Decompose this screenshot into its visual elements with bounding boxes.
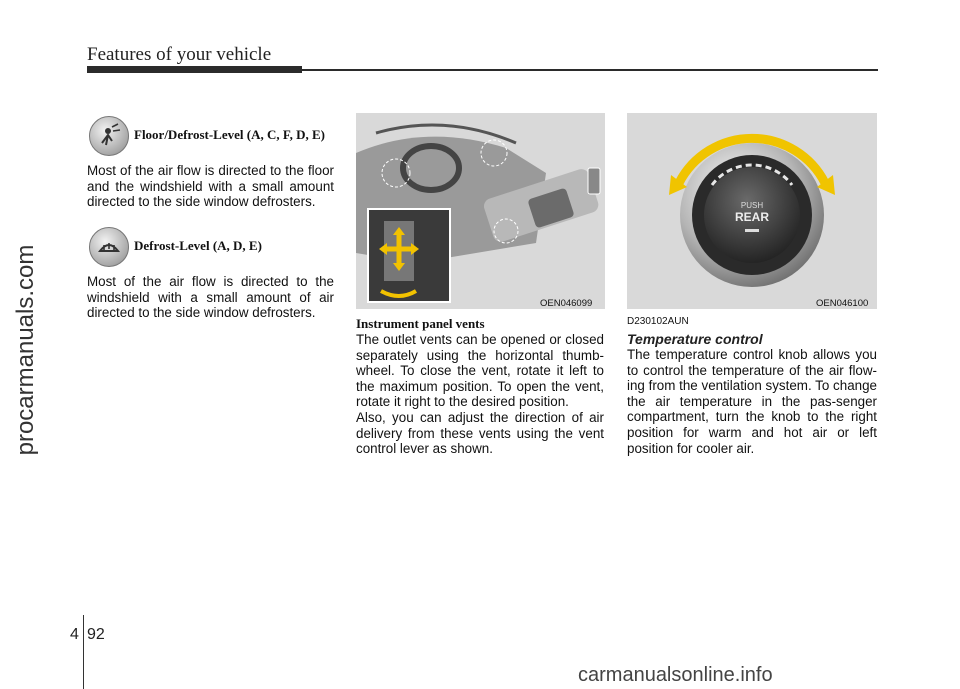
vents-para-2: Also, you can adjust the direction of air delivery from these vents using the vent control lever as shown.: [356, 410, 604, 457]
footer-divider: [83, 615, 84, 689]
defrost-label: Defrost-Level (A, D, E): [134, 238, 262, 253]
instrument-panel-vents-figure: [356, 113, 605, 309]
bottom-watermark: carmanualsonline.info: [578, 664, 773, 686]
defrost-text: Most of the air flow is directed to the windshield with a small amount of air directed to the side window defrosters.: [87, 274, 334, 321]
header-bar: [87, 66, 302, 73]
floor-defrost-icon: [89, 116, 129, 156]
knob-push-text: PUSH: [740, 201, 764, 210]
floor-defrost-label: Floor/Defrost-Level (A, C, F, D, E): [134, 127, 325, 142]
section-code: D230102AUN: [627, 316, 689, 327]
temperature-para: The temperature control knob allows you to control the temperature of the air flow-ing from the ventilation system. To change the air temperature in the pas-senger compartment, turn the knob to the right position for warm and hot air or left position for cooler air.: [627, 347, 877, 456]
temperature-knob-figure: [627, 113, 877, 309]
page-header-title: Features of your vehicle: [87, 44, 272, 65]
vents-para-1: The outlet vents can be opened or closed separately using the horizontal thumb-wheel. To close the vent, rotate it left to the maximum position. To open the vent, rotate it right to the desired position.: [356, 332, 604, 410]
page-number: 92: [87, 626, 105, 643]
side-watermark-text: procarmanuals.com: [12, 244, 39, 456]
temperature-section-title: Temperature control: [627, 331, 763, 347]
knob-rear-text: REAR: [734, 210, 770, 224]
header-rule: [300, 69, 878, 71]
figure-code-vents: OEN046099: [540, 298, 593, 309]
side-watermark: [6, 220, 46, 480]
vents-section-title: Instrument panel vents: [356, 316, 485, 331]
floor-defrost-text: Most of the air flow is directed to the floor and the windshield with a small amount directed to the side window defrosters.: [87, 163, 334, 210]
chapter-number: 4: [70, 626, 79, 643]
figure-code-knob: OEN046100: [816, 298, 869, 309]
defrost-icon: [89, 227, 129, 267]
